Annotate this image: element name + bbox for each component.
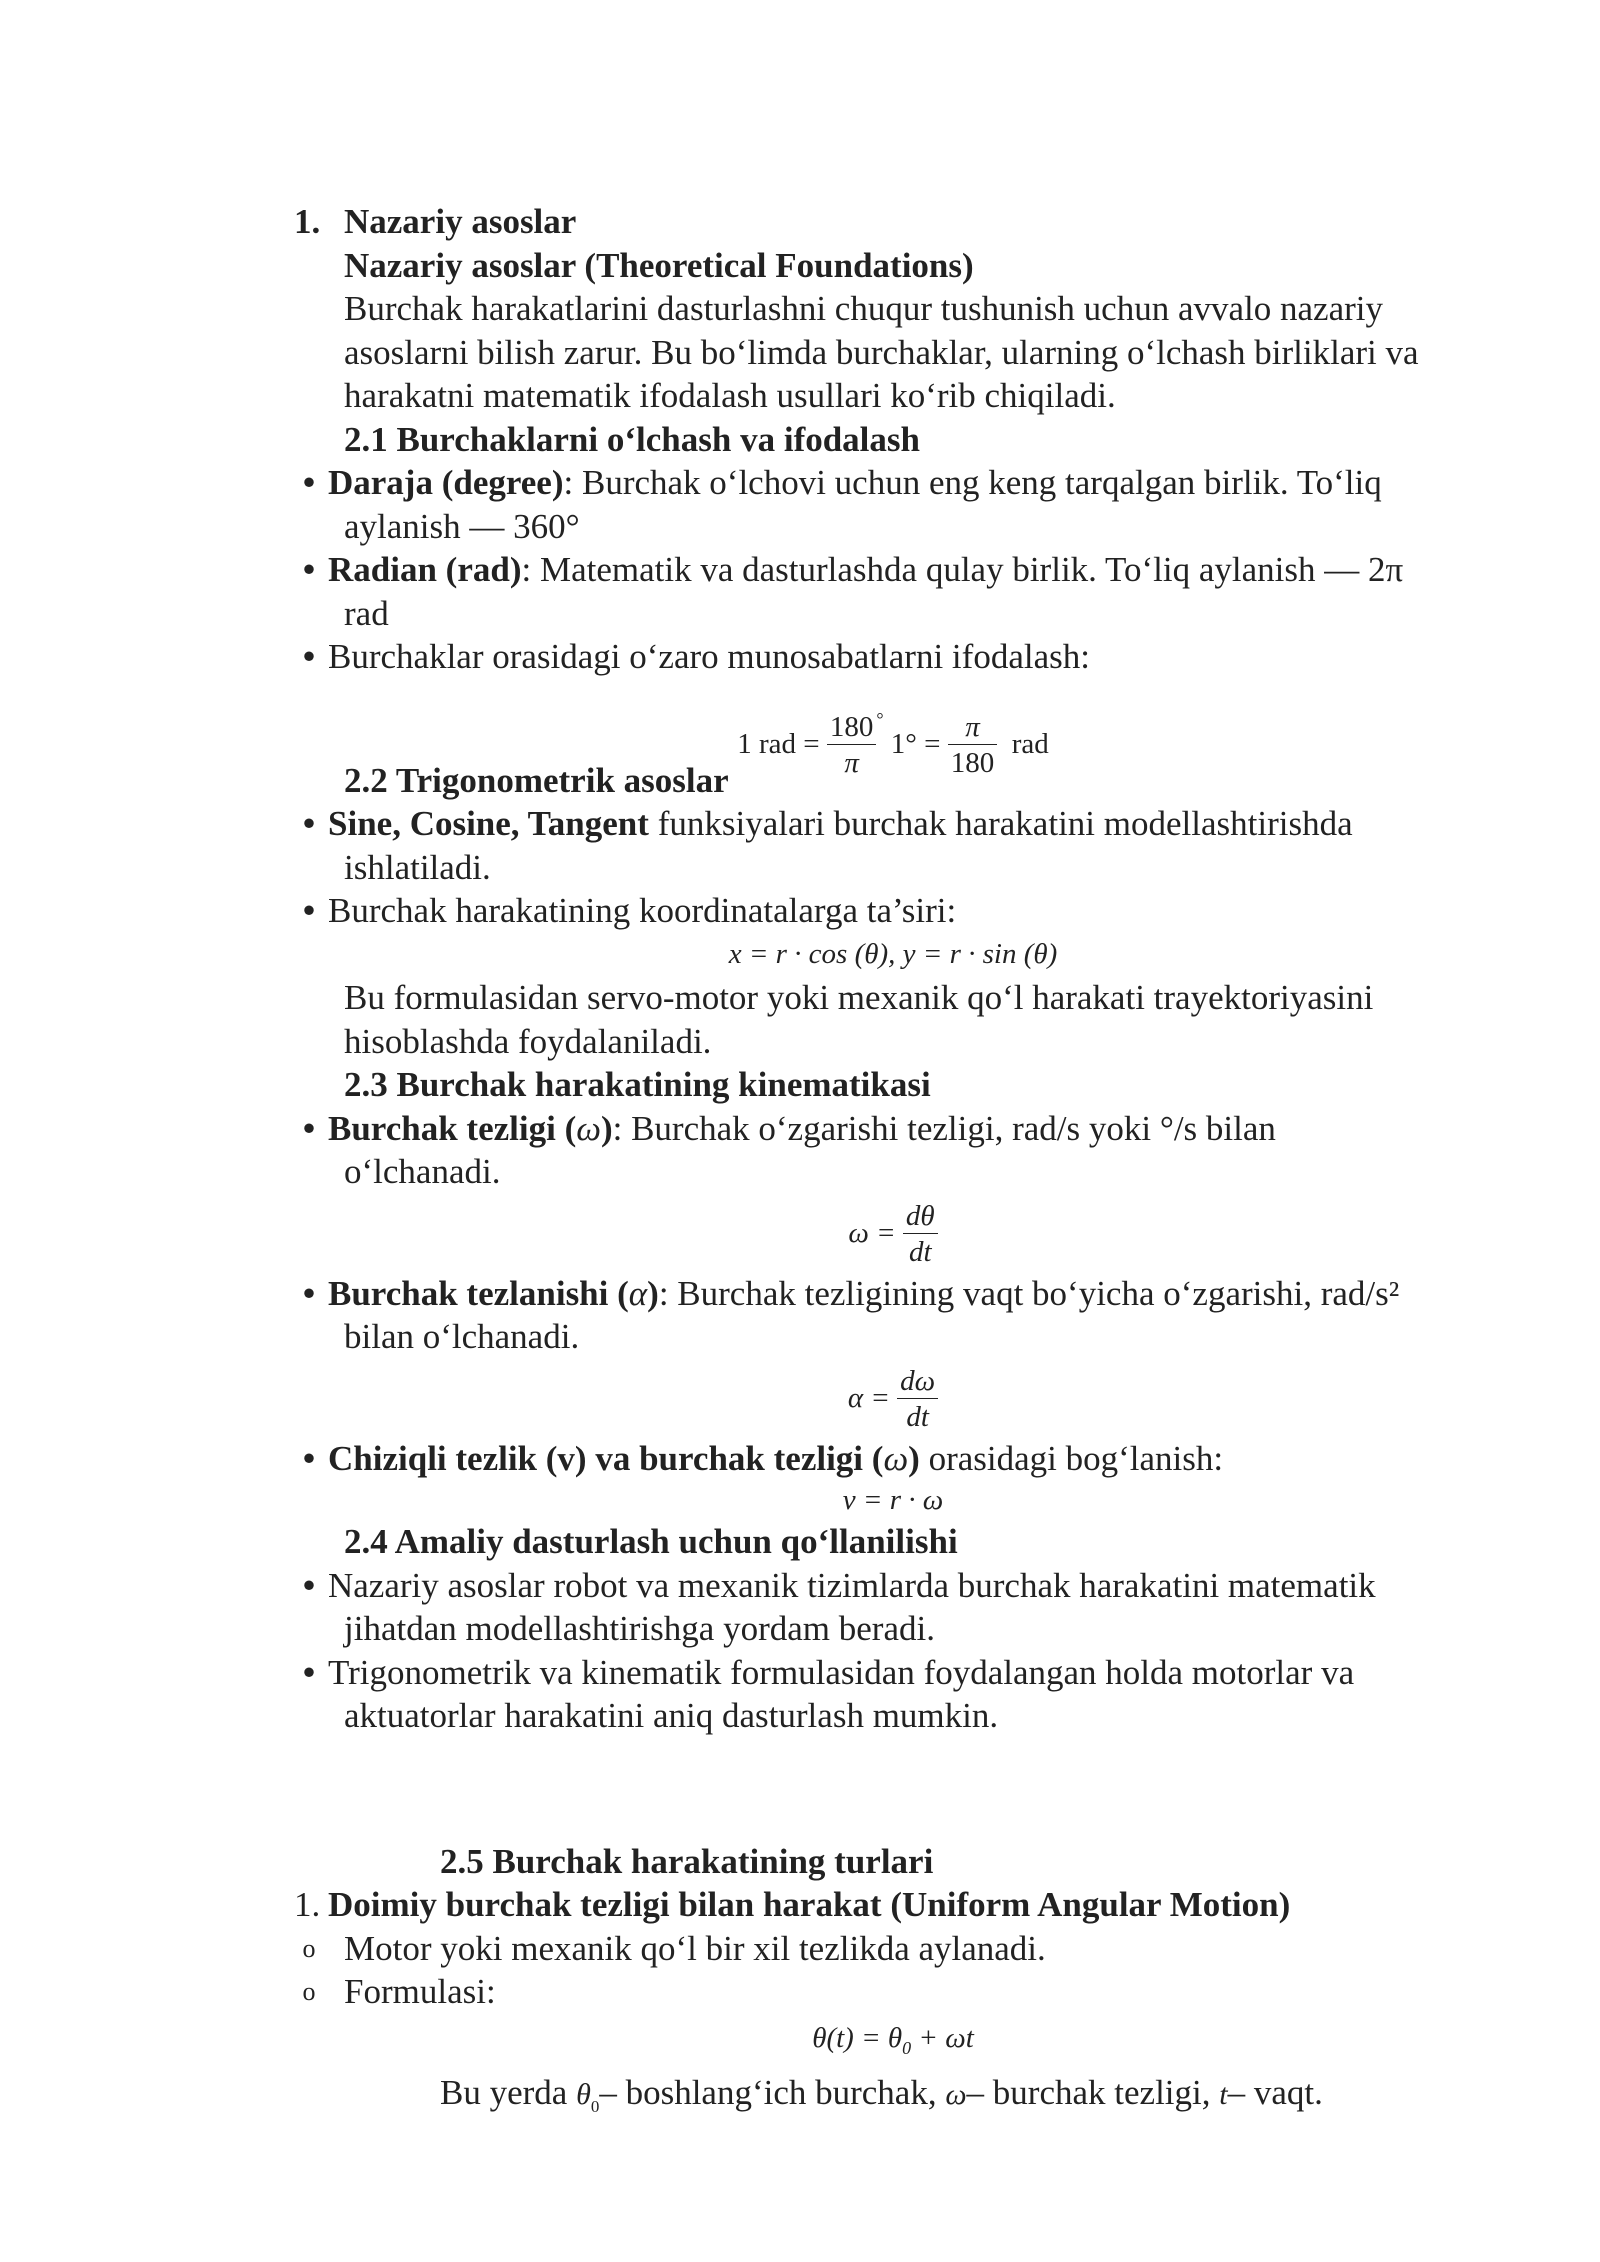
paragraph-line: hisoblashda foydalaniladi. (344, 1021, 712, 1061)
subsection-heading: 2.3 Burchak harakatining kinematikasi (344, 1065, 931, 1104)
intro-line: harakatni matematik ifodalash usullari ko‘rib chiqiladi. (344, 376, 1116, 415)
section-heading (294, 200, 1492, 244)
eq-part: 1° = (890, 727, 941, 760)
term-part: ) (647, 1273, 659, 1313)
bullet-item (294, 1272, 1492, 1359)
bullet-text: Nazariy asoslar robot va mexanik tizimlarda burchak harakatini matematik (328, 1565, 1376, 1605)
subsection-heading: 2.2 Trigonometrik asoslar (344, 760, 729, 800)
bullet-icon: • (302, 1565, 316, 1605)
bullet-term (328, 1109, 613, 1148)
section-number: 1. (294, 202, 321, 241)
fraction-numerator: dθ (903, 1199, 938, 1234)
bullet-continuation: o‘lchanadi. (344, 1152, 501, 1191)
eq-part: + ωt (911, 2021, 974, 2054)
bullet-text (328, 1107, 1492, 1151)
paragraph-line: Bu formulasidan servo-motor yoki mexanik qo‘l harakati trayektoriyasini (344, 978, 1374, 1017)
fraction-numerator: π (948, 710, 998, 745)
expl-part: – vaqt. (1227, 2073, 1323, 2113)
bullet-item (294, 1564, 1492, 1651)
eq-part: 180 (829, 711, 874, 744)
expl-part: – burchak tezligi, (966, 2073, 1220, 2113)
bullet-continuation: aylanish — 360° (344, 506, 580, 546)
fraction-numerator: dω (897, 1364, 938, 1399)
term-symbol: ω (883, 1438, 909, 1478)
bullet-icon: • (302, 463, 316, 502)
degree-mark: ° (876, 708, 884, 729)
bullet-text: Burchak harakatining koordinatalarga ta’siri: (328, 891, 957, 930)
subsection-heading: 2.4 Amaliy dasturlash uchun qo‘llanilishi (344, 1522, 958, 1561)
term-part: Burchak tezligi ( (328, 1108, 577, 1148)
fraction-denominator: dt (908, 1236, 932, 1269)
bullet-term (328, 1439, 920, 1478)
expl-symbol: θ (576, 2078, 591, 2112)
bullet-item (294, 548, 1492, 635)
bullet-term: Sine, Cosine, Tangent (328, 804, 649, 843)
bullet-term: Radian (rad) (328, 550, 522, 589)
bullet-text-part: : Matematik va dasturlashda qulay birlik. To‘liq aylanish — 2π (521, 550, 1404, 589)
bullet-text (328, 802, 1492, 846)
term-part: ) (600, 1108, 613, 1148)
expl-part: – boshlang‘ich burchak, (599, 2073, 946, 2113)
fraction (827, 710, 877, 781)
bullet-icon: • (302, 1273, 316, 1313)
sub-bullet-item (294, 1927, 1492, 1971)
explanation-line (294, 2071, 1492, 2129)
eq-subscript: 0 (902, 2037, 912, 2058)
eq-part: 1 rad = (737, 727, 820, 760)
equation-coordinates: x = r · cos (θ), y = r · sin (θ) (728, 937, 1058, 970)
expl-symbol: ω (945, 2078, 967, 2112)
bullet-text-part: : Burchak tezligining vaqt bo‘yicha o‘zgarishi, rad/s² (658, 1273, 1400, 1313)
bullet-icon: • (302, 1652, 316, 1692)
equation-angular-velocity (294, 1194, 1492, 1272)
bullet-text (328, 548, 1492, 592)
bullet-icon: • (302, 1438, 316, 1478)
expl-part: Bu yerda (440, 2073, 577, 2113)
eq-part: α = (847, 1381, 890, 1414)
term-part: Burchak tezlanishi ( (328, 1273, 629, 1313)
item-title: Doimiy burchak tezligi bilan harakat (Uniform Angular Motion) (328, 1885, 1291, 1924)
term-part: ) (908, 1438, 920, 1478)
equation-linear-velocity: v = r · ω (842, 1484, 944, 1516)
bullet-term (328, 1274, 659, 1313)
bullet-item (294, 802, 1492, 889)
subsection-heading: 2.5 Burchak harakatining turlari (440, 1841, 934, 1881)
item-number: 1. (294, 1885, 321, 1924)
bullet-text (328, 1437, 1492, 1481)
eq-part: rad (1011, 727, 1049, 760)
term-symbol: ω (576, 1108, 601, 1148)
fraction-denominator: π (844, 747, 859, 780)
bullet-item (294, 1437, 1492, 1481)
bullet-text: Burchaklar orasidagi o‘zaro munosabatlarni ifodalash: (328, 637, 1090, 676)
bullet-text-part: : Burchak o‘zgarishi tezligi, rad/s yoki °/s bilan (612, 1108, 1276, 1148)
bullet-icon: • (302, 891, 316, 930)
fraction (903, 1199, 938, 1270)
expl-subscript: 0 (590, 2097, 600, 2117)
bullet-item (294, 461, 1492, 548)
bullet-term: Daraja (degree) (328, 463, 564, 502)
bullet-icon: • (302, 550, 316, 589)
document-body (294, 200, 1492, 2129)
bullet-text-part: orasidagi bog‘lanish: (919, 1438, 1224, 1478)
equation-uniform-motion (294, 2014, 1492, 2072)
bullet-item (294, 635, 1492, 679)
intro-line: asoslarni bilish zarur. Bu bo‘limda burchaklar, ularning o‘lchash birliklari va (344, 332, 1419, 372)
bullet-continuation: ishlatiladi. (344, 847, 491, 887)
sub-bullet-text: Formulasi: (344, 1972, 496, 2011)
term-part: Chiziqli tezlik (v) va burchak tezligi ( (328, 1438, 884, 1478)
eq-part: ω = (848, 1216, 896, 1249)
term-symbol: α (628, 1273, 648, 1313)
intro-line: Burchak harakatlarini dasturlashni chuqur tushunish uchun avvalo nazariy (344, 289, 1383, 328)
section-subtitle: Nazariy asoslar (Theoretical Foundations) (344, 245, 974, 285)
circle-bullet-icon: o (302, 1977, 316, 2006)
fraction-numerator (827, 710, 877, 745)
eq-part: θ(t) = θ (812, 2021, 903, 2054)
bullet-text (328, 1272, 1492, 1316)
bullet-text (328, 461, 1492, 505)
bullet-icon: • (302, 804, 316, 843)
fraction-denominator: dt (906, 1401, 929, 1434)
subsection-heading: 2.1 Burchaklarni o‘lchash va ifodalash (344, 419, 920, 459)
bullet-continuation: aktuatorlar harakatini aniq dasturlash mumkin. (344, 1696, 999, 1735)
bullet-text: Trigonometrik va kinematik formulasidan foydalangan holda motorlar va (328, 1652, 1355, 1692)
fraction (897, 1364, 938, 1435)
bullet-icon: • (302, 637, 316, 676)
fraction-denominator: 180 (950, 747, 995, 780)
bullet-text-part: funksiyalari burchak harakatini modellashtirishda (648, 804, 1353, 843)
bullet-item (294, 1107, 1492, 1194)
spacer (294, 1738, 1492, 1840)
bullet-item (294, 1651, 1492, 1738)
fraction (948, 710, 998, 781)
sub-bullet-text: Motor yoki mexanik qo‘l bir xil tezlikda aylanadi. (344, 1928, 1046, 1968)
bullet-text-part: : Burchak o‘lchovi uchun eng keng tarqalgan birlik. To‘liq (563, 463, 1382, 502)
expl-symbol: t (1219, 2078, 1228, 2112)
bullet-item (294, 889, 1492, 933)
sub-bullet-item (294, 1970, 1492, 2014)
bullet-continuation: bilan o‘lchanadi. (344, 1317, 580, 1356)
section-title: Nazariy asoslar (344, 202, 577, 241)
bullet-continuation: jihatdan modellashtirishga yordam beradi. (344, 1609, 935, 1648)
bullet-icon: • (302, 1108, 316, 1148)
circle-bullet-icon: o (302, 1933, 316, 1963)
numbered-item (294, 1883, 1492, 1927)
equation-angular-acceleration (294, 1359, 1492, 1437)
bullet-continuation: rad (344, 593, 389, 633)
